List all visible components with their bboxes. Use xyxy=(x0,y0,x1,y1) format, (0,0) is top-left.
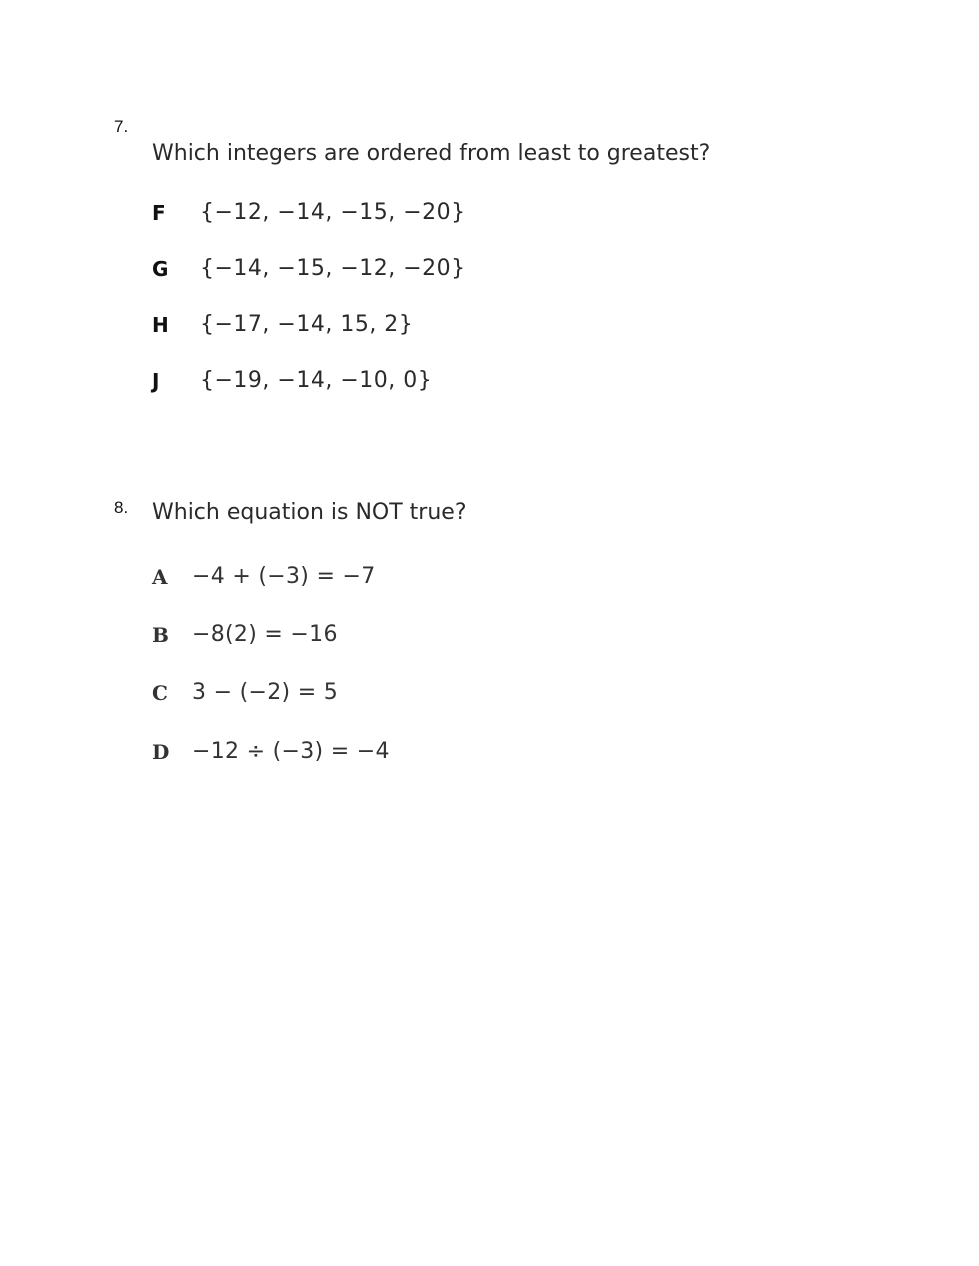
question-7-choice-f[interactable] xyxy=(152,200,466,225)
question-8-choice-d[interactable] xyxy=(152,739,390,764)
choice-letter: A xyxy=(152,564,168,589)
choice-text: {−19, −14, −10, 0} xyxy=(200,368,433,393)
choice-letter: F xyxy=(152,200,166,225)
choice-letter: H xyxy=(152,312,169,337)
choice-text: {−12, −14, −15, −20} xyxy=(200,200,466,225)
question-8-number: 8. xyxy=(114,498,129,517)
question-7-choice-h[interactable] xyxy=(152,312,413,337)
question-7-number: 7. xyxy=(114,117,129,136)
question-8-prompt: Which equation is NOT true? xyxy=(152,500,467,525)
choice-letter: J xyxy=(152,368,160,393)
choice-letter: G xyxy=(152,256,169,281)
choice-text: 3 − (−2) = 5 xyxy=(192,680,339,705)
question-8-choice-b[interactable] xyxy=(152,622,338,647)
choice-text: −8(2) = −16 xyxy=(192,622,338,647)
choice-text: −12 ÷ (−3) = −4 xyxy=(192,739,390,764)
question-7-prompt: Which integers are ordered from least to greatest? xyxy=(152,141,711,166)
question-7-choice-g[interactable] xyxy=(152,256,466,281)
choice-letter: D xyxy=(152,739,170,764)
question-8-choice-a[interactable] xyxy=(152,564,376,589)
choice-letter: C xyxy=(152,680,168,705)
question-7-choice-j[interactable] xyxy=(152,368,432,393)
choice-text: −4 + (−3) = −7 xyxy=(192,564,376,589)
choice-text: {−17, −14, 15, 2} xyxy=(200,312,414,337)
choice-text: {−14, −15, −12, −20} xyxy=(200,256,466,281)
choice-letter: B xyxy=(152,622,169,647)
question-8-choice-c[interactable] xyxy=(152,680,338,705)
